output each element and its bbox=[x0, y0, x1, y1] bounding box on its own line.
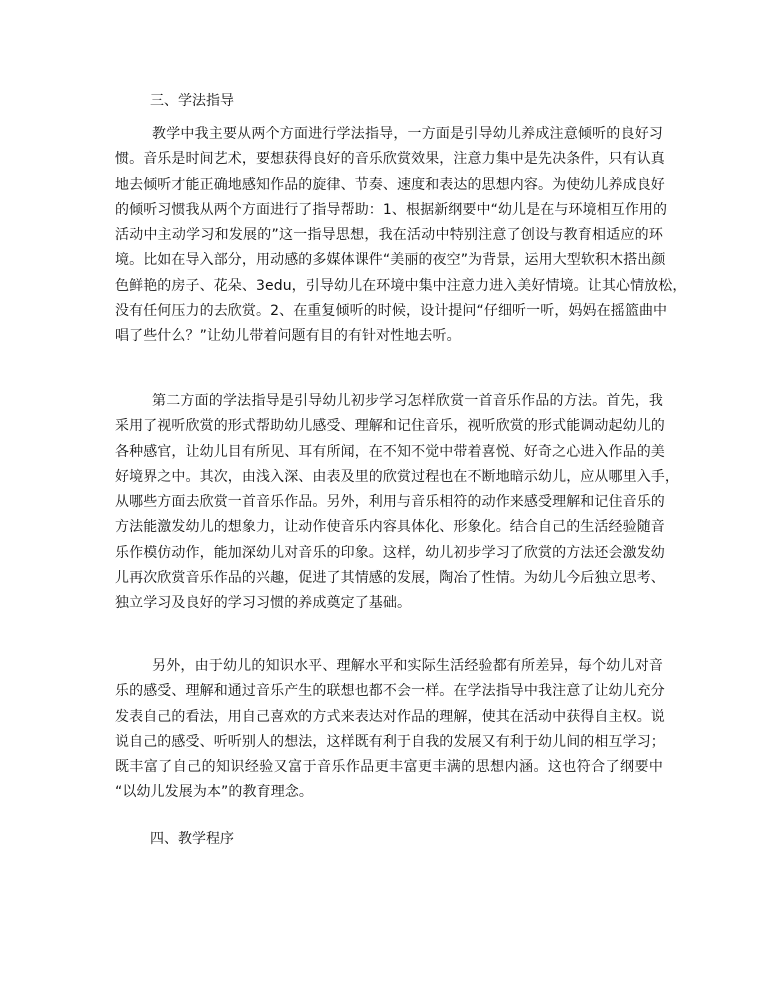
text-line: 说自己的感受、听听别人的想法，这样既有利于自我的发展又有利于幼儿间的相互学习； bbox=[115, 733, 665, 750]
section-heading-4: 四、教学程序 bbox=[150, 831, 234, 847]
text-line: 没有任何压力的去欣赏。2、在重复倾听的时候，设计提问“仔细听一听，妈妈在摇篮曲中 bbox=[115, 303, 668, 320]
text-line: 活动中主动学习和发展的”这一指导思想，我在活动中特别注意了创设与教育相适应的环 bbox=[115, 227, 663, 244]
text-line: 境。比如在导入部分，用动感的多媒体课件“美丽的夜空”为背景，运用大型软积木搭出颜 bbox=[115, 252, 666, 269]
text-line: 惯。音乐是时间艺术，要想获得良好的音乐欣赏效果，注意力集中是先决条件，只有认真 bbox=[115, 151, 665, 168]
text-line: 唱了些什么？”让幼儿带着问题有目的有针对性地去听。 bbox=[115, 328, 461, 345]
text-line: 方法能激发幼儿的想象力，让动作使音乐内容具体化、形象化。结合自己的生活经验随音 bbox=[115, 519, 665, 536]
text-line: 好境界之中。其次，由浅入深、由表及里的欣赏过程也在不断地暗示幼儿，应从哪里入手， bbox=[115, 468, 679, 485]
text-line: 色鲜艳的房子、花朵、3edu，引导幼儿在环境中集中注意力进入美好情境。让其心情放松， bbox=[115, 277, 687, 294]
text-line: 第二方面的学法指导是引导幼儿初步学习怎样欣赏一首音乐作品的方法。首先，我 bbox=[152, 393, 663, 409]
text-line: 乐的感受、理解和通过音乐产生的联想也都不会一样。在学法指导中我注意了让幼儿充分 bbox=[115, 683, 665, 700]
text-line: 发表自己的看法，用自己喜欢的方式来表达对作品的理解，使其在活动中获得自主权。说 bbox=[115, 708, 665, 725]
paragraph-3 bbox=[115, 654, 663, 806]
text-line: 儿再次欣赏音乐作品的兴趣，促进了其情感的发展，陶冶了性情。为幼儿今后独立思考、 bbox=[115, 570, 665, 587]
text-line: 乐作模仿动作，能加深幼儿对音乐的印象。这样，幼儿初步学习了欣赏的方法还会激发幼 bbox=[115, 544, 665, 561]
text-line: 既丰富了自己的知识经验又富于音乐作品更丰富更丰满的思想内涵。这也符合了纲要中 bbox=[115, 759, 663, 776]
text-line: “以幼儿发展为本”的教育理念。 bbox=[115, 784, 314, 801]
text-line: 各种感官，让幼儿目有所见、耳有所闻，在不知不觉中带着喜悦、好奇之心进入作品的美 bbox=[115, 443, 665, 460]
paragraph-2 bbox=[115, 389, 679, 617]
paragraph-1 bbox=[115, 122, 687, 350]
text-line: 独立学习及良好的学习习惯的养成奠定了基础。 bbox=[115, 595, 412, 612]
text-line: 的倾听习惯我从两个方面进行了指导帮助：1、根据新纲要中“幼儿是在与环境相互作用的 bbox=[115, 201, 668, 218]
text-line: 地去倾听才能正确地感知作品的旋律、节奏、速度和表达的思想内容。为使幼儿养成良好 bbox=[115, 176, 665, 193]
text-line: 另外，由于幼儿的知识水平、理解水平和实际生活经验都有所差异，每个幼儿对音 bbox=[152, 658, 663, 674]
section-heading-3: 三、学法指导 bbox=[150, 93, 234, 109]
text-line: 教学中我主要从两个方面进行学法指导，一方面是引导幼儿养成注意倾听的良好习 bbox=[152, 126, 663, 142]
text-line: 采用了视听欣赏的形式帮助幼儿感受、理解和记住音乐，视听欣赏的形式能调动起幼儿的 bbox=[115, 418, 665, 435]
text-line: 从哪些方面去欣赏一首音乐作品。另外，利用与音乐相符的动作来感受理解和记住音乐的 bbox=[115, 494, 665, 511]
